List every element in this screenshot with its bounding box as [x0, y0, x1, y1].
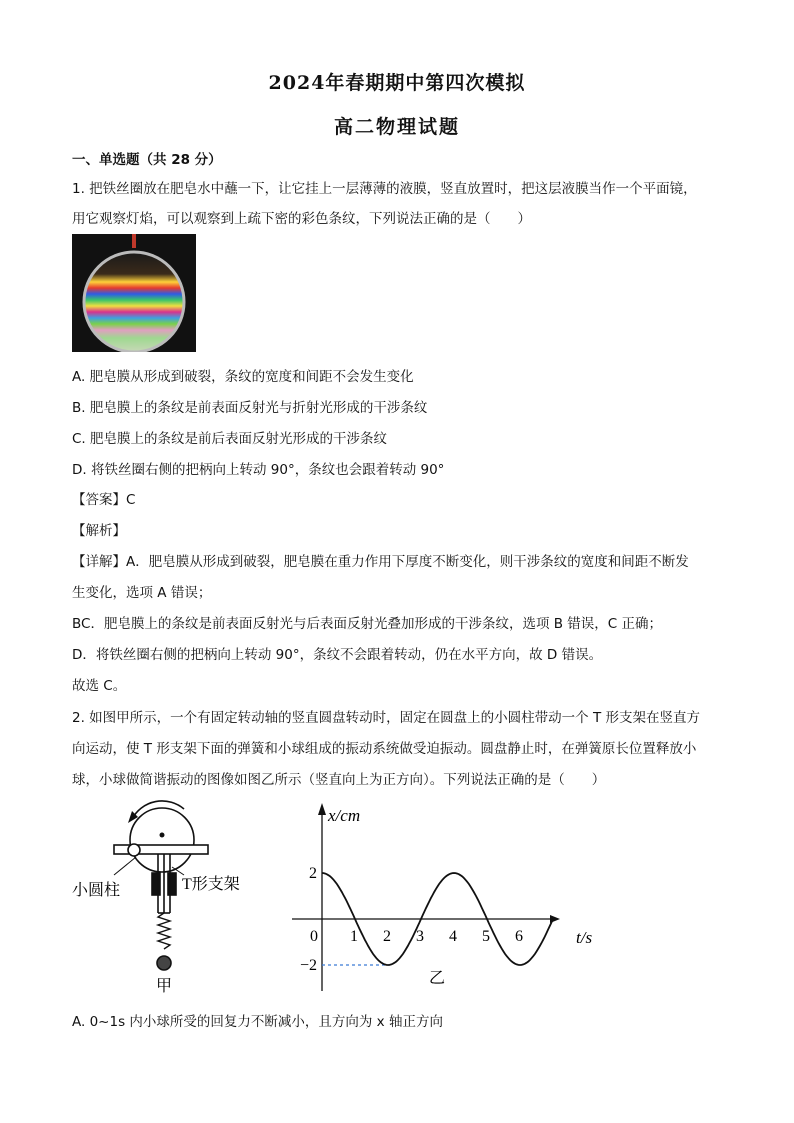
- origin-label: 0: [310, 928, 318, 945]
- x-tick-label: 6: [515, 928, 523, 945]
- q1-explain-line: 【详解】A．肥皂膜从形成到破裂，肥皂膜在重力作用下厚度不断变化，则干涉条纹的宽度和间距不断发: [72, 554, 689, 570]
- q1-stem-line1: 1. 把铁丝圈放在肥皂水中蘸一下，让它挂上一层薄薄的液膜，竖直放置时，把这层液膜当作一个平面镜，: [72, 181, 697, 197]
- q1-option-a: A. 肥皂膜从形成到破裂，条纹的宽度和间距不会发生变化: [72, 369, 414, 385]
- y-tick-negative: −2: [300, 957, 318, 974]
- label-yi: 乙: [429, 970, 446, 987]
- q1-explain-line: 故选 C。: [72, 678, 127, 694]
- x-tick-label: 3: [416, 928, 424, 945]
- x-tick-label: 4: [449, 928, 457, 945]
- q2-stem-line: 向运动，使 T 形支架下面的弹簧和小球组成的振动系统做受迫振动。圆盘静止时，在弹簧原长位置释放小: [72, 741, 697, 757]
- q1-explain-line: BC．肥皂膜上的条纹是前表面反射光与后表面反射光叠加形成的干涉条纹，选项 B 错误，C 正确；: [72, 616, 663, 632]
- t-frame-guide-left: [152, 873, 160, 895]
- ball: [157, 956, 171, 970]
- x-axis-label: t/s: [576, 928, 593, 947]
- q1-answer: 【答案】C: [72, 492, 136, 508]
- q2-stem-line: 2. 如图甲所示，一个有固定转动轴的竖直圆盘转动时，固定在圆盘上的小圆柱带动一个 T 形支架在竖直方: [72, 710, 700, 726]
- x-tick-label: 2: [383, 928, 391, 945]
- label-t-frame: T形支架: [182, 876, 240, 893]
- q2-option-a: A. 0~1s 内小球所受的回复力不断减小，且方向为 x 轴正方向: [72, 1014, 443, 1030]
- small-cylinder: [128, 844, 140, 856]
- spring: [158, 913, 170, 949]
- q1-explain-line: D．将铁丝圈右侧的把柄向上转动 90°，条纹不会跟着转动，仍在水平方向，故 D 错误。: [72, 647, 603, 663]
- label-jia: 甲: [156, 978, 173, 995]
- y-tick-positive: 2: [309, 865, 317, 882]
- q1-option-b: B. 肥皂膜上的条纹是前表面反射光与折射光形成的干涉条纹: [72, 400, 428, 416]
- soap-film-photo: [72, 234, 196, 352]
- label-small-cylinder: 小圆柱: [72, 882, 121, 899]
- q2-stem-line: 球，小球做简谐振动的图像如图乙所示（竖直向上为正方向）。下列说法正确的是（ ）: [72, 772, 606, 788]
- x-tick-label: 5: [482, 928, 490, 945]
- disk: [130, 808, 194, 872]
- graph-axes: [292, 803, 560, 991]
- q1-analysis-label: 【解析】: [72, 523, 126, 539]
- q1-option-c: C. 肥皂膜上的条纹是前后表面反射光形成的干涉条纹: [72, 431, 388, 447]
- y-axis-label: x/cm: [328, 806, 361, 825]
- document-title: 2024年春期期中第四次模拟: [268, 72, 526, 94]
- document-subtitle: 高二物理试题: [333, 116, 460, 138]
- q2-figure: [72, 795, 632, 1005]
- q1-explain-line: 生变化，选项 A 错误；: [72, 585, 212, 601]
- q1-stem-line2: 用它观察灯焰，可以观察到上疏下密的彩色条纹，下列说法正确的是（ ）: [72, 211, 531, 227]
- q1-option-d: D. 将铁丝圈右侧的把柄向上转动 90°，条纹也会跟着转动 90°: [72, 462, 445, 478]
- disk-axle: [160, 833, 165, 838]
- section-heading: 一、单选题（共 28 分）: [72, 152, 222, 168]
- x-tick-label: 1: [350, 928, 358, 945]
